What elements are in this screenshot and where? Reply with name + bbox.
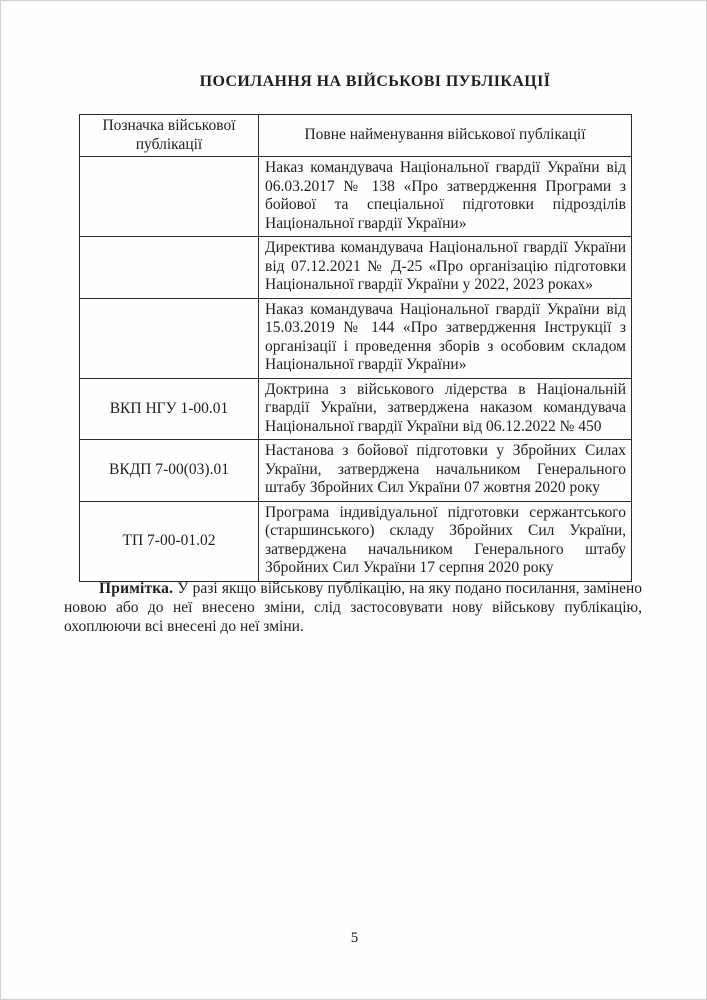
publication-name-cell: Наказ командувача Національної гвардії України від 15.03.2019 № 144 «Про затвердження Інструкції з організації і проведення зборів з особовим складом Національної гвардії України» (259, 298, 632, 378)
publications-table (79, 114, 632, 582)
note-label: Примітка. (99, 580, 174, 597)
column-header-mark: Позначка військової публікації (80, 115, 259, 157)
publication-name-cell: Директива командувача Національної гвардії України від 07.12.2021 № Д-25 «Про організацію підготовки Національної гвардії України у 2022, 2023 роках» (259, 237, 632, 299)
table-header-row (80, 115, 632, 157)
table-row (80, 501, 632, 581)
table-row (80, 440, 632, 502)
table-row (80, 237, 632, 299)
publication-mark-cell (80, 298, 259, 378)
page-title: ПОСИЛАННЯ НА ВІЙСЬКОВІ ПУБЛІКАЦІЇ (199, 73, 551, 90)
table-row (80, 157, 632, 237)
column-header-name: Повне найменування військової публікації (259, 115, 632, 157)
publication-name-cell: Наказ командувача Національної гвардії України від 06.03.2017 № 138 «Про затвердження Програми з бойової та спеціальної підготовки підрозділів Національної гвардії України» (259, 157, 632, 237)
publication-mark-cell (80, 157, 259, 237)
table-row (80, 298, 632, 378)
publication-mark-cell: ТП 7-00-01.02 (80, 501, 259, 581)
page-number: 5 (350, 930, 359, 946)
publication-name-cell: Настанова з бойової підготовки у Збройних Силах України, затверджена начальником Генерального штабу Збройних Сил України 07 жовтня 2020 року (259, 440, 632, 502)
publication-mark-cell: ВКП НГУ 1-00.01 (80, 378, 259, 440)
table-row (80, 378, 632, 440)
publication-mark-cell (80, 237, 259, 299)
note-text: У разі якщо військову публікацію, на яку подано посилання, замінено новою або до неї внесено зміни, слід застосовувати нову військову публікацію, охоплюючи всі внесені до неї зміни. (64, 580, 642, 635)
publication-mark-cell: ВКДП 7-00(03).01 (80, 440, 259, 502)
publication-name-cell: Доктрина з військового лідерства в Національній гвардії України, затверджена наказом командувача Національної гвардії України від 06.12.2022 № 450 (259, 378, 632, 440)
note-paragraph (64, 579, 642, 636)
publication-name-cell: Програма індивідуальної підготовки сержантського (старшинського) складу Збройних Сил України, затверджена начальником Генерального штабу Збройних Сил України 17 серпня 2020 року (259, 501, 632, 581)
